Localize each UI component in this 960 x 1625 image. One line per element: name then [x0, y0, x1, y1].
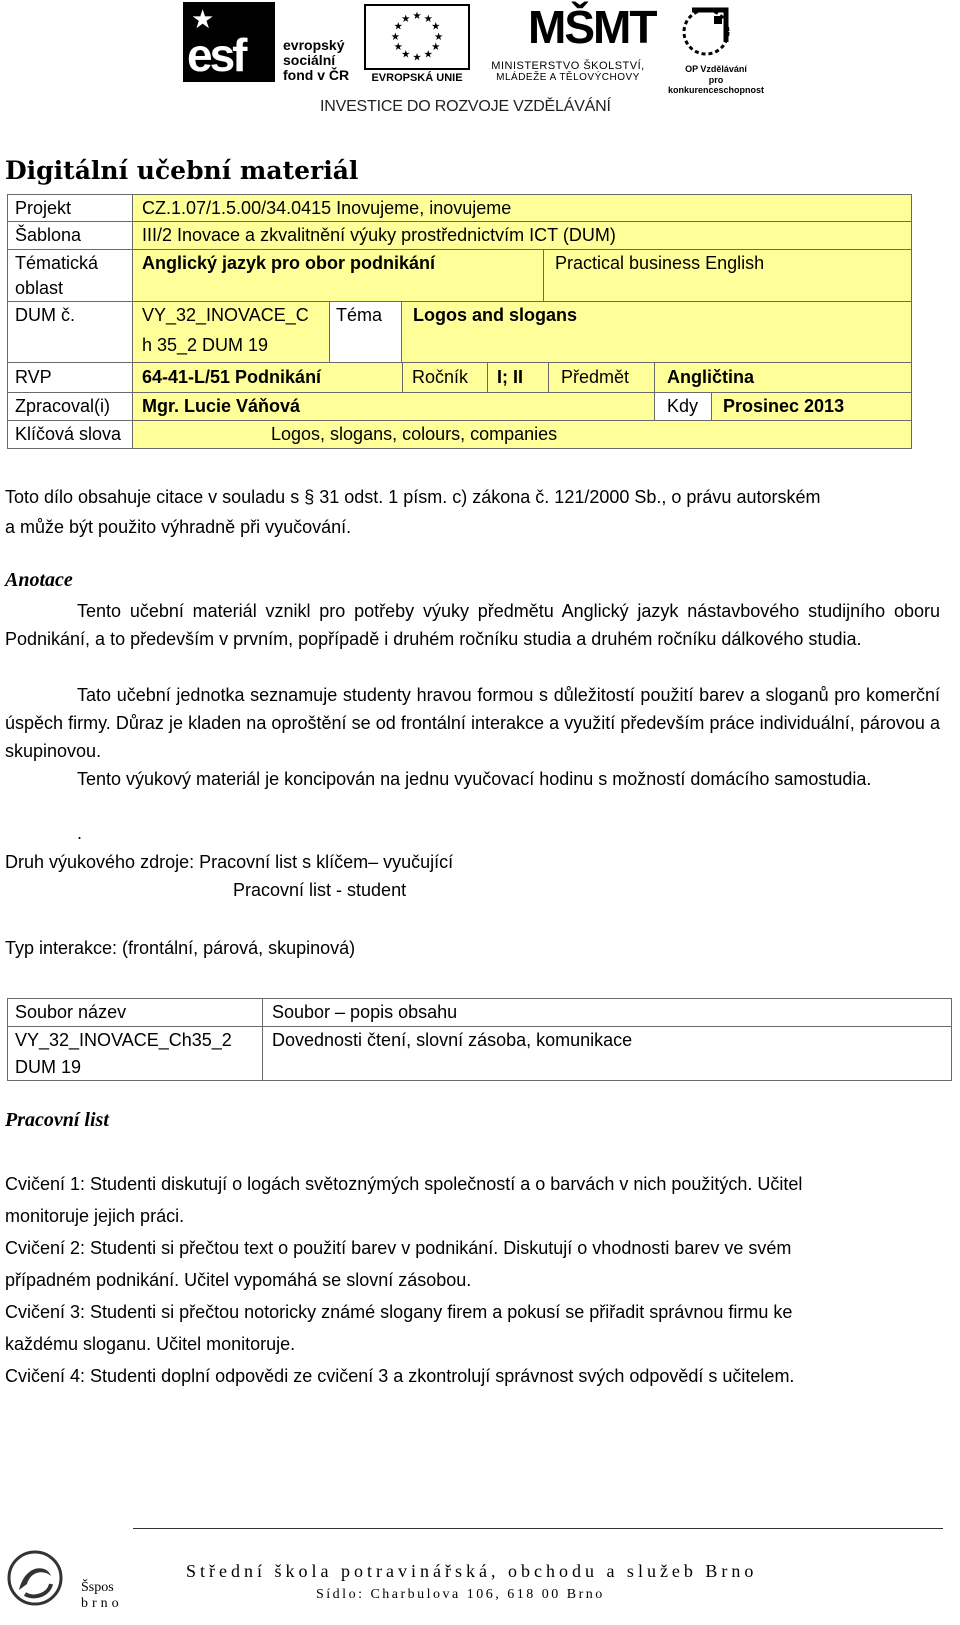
rvp-label-cell — [7, 362, 133, 393]
druh-line-1: Druh výukového zdroje: Pracovní list s klíčem– vyučující — [5, 852, 454, 872]
zpracoval-value: Mgr. Lucie Váňová — [142, 396, 301, 416]
soubor-header-1: Soubor název — [15, 1002, 127, 1022]
rocnik-label-cell — [402, 362, 488, 393]
soubor-table — [7, 998, 952, 1081]
cviceni-1-line-2: monitoruje jejich práci. — [5, 1206, 185, 1226]
sablona-value: III/2 Inovace a zkvalitnění výuky prostřednictvím ICT (DUM) — [142, 225, 616, 245]
soubor-name-2: DUM 19 — [15, 1057, 82, 1077]
anotace-paragraph-3: Tento výukový materiál je koncipován na jednu vyučovací hodinu s možností domácího samostudia. — [77, 769, 872, 789]
document-title: Digitální učební materiál — [5, 156, 359, 185]
cviceni-3-line-1: Cvičení 3: Studenti si přečtou notoricky známé slogany firem a pokusí se přiřadit správnou firmu ke — [5, 1302, 793, 1322]
oblast-label-2: oblast — [15, 278, 64, 298]
svg-text:★: ★ — [412, 10, 422, 23]
svg-text:★: ★ — [423, 48, 433, 61]
citation-line-1: Toto dílo obsahuje citace v souladu s § 31 odst. 1 písm. c) zákona č. 121/2000 Sb., o právu autorském — [5, 487, 821, 507]
predmet-label: Předmět — [561, 367, 630, 387]
dum-value-2: h 35_2 DUM 19 — [142, 335, 269, 355]
svg-text:★: ★ — [390, 30, 401, 43]
svg-text:★: ★ — [401, 48, 411, 61]
anotace-paragraph-2: Tato učební jednotka seznamuje studenty hravou formou s důležitostí použití barev a sloganů pro komerční úspěch firmy. Důraz je kladen na oproštění se od frontální interakce a využití především práce individuální, párovou a skupinovou. — [5, 685, 940, 761]
tema-value: Logos and slogans — [413, 305, 578, 325]
dum-value-cell — [132, 301, 330, 363]
rocnik-value: I; II — [497, 367, 523, 387]
kdy-label-cell — [654, 392, 712, 421]
header-logos — [0, 0, 960, 120]
zpracoval-value-cell — [132, 392, 655, 421]
kdy-value-cell — [711, 392, 912, 421]
svg-text:★: ★ — [433, 30, 444, 43]
msmt-logo-mark: MŠMT — [528, 1, 656, 53]
op-line-2: pro konkurenceschopnost — [667, 75, 765, 95]
klicova-label: Klíčová slova — [15, 424, 122, 444]
school-logo-icon — [5, 1544, 65, 1614]
predmet-value: Angličtina — [667, 367, 755, 387]
dum-value-1: VY_32_INOVACE_C — [142, 305, 309, 325]
school-logo-text-2: brno — [81, 1596, 123, 1611]
investice-tagline: INVESTICE DO ROZVOJE VZDĚLÁVÁNÍ — [320, 98, 611, 115]
klicova-value: Logos, slogans, colours, companies — [271, 424, 558, 444]
soubor-name-1: VY_32_INOVACE_Ch35_2 — [15, 1030, 232, 1050]
sablona-value-cell — [132, 221, 912, 250]
klicova-value-cell — [132, 420, 912, 449]
svg-text:★: ★ — [423, 12, 433, 25]
pracovni-list-heading: Pracovní list — [5, 1109, 109, 1131]
soubor-header-2-cell — [262, 998, 952, 1027]
esf-logo — [183, 2, 275, 82]
tema-value-cell — [401, 301, 912, 363]
soubor-header-1-cell — [7, 998, 263, 1027]
cviceni-3-line-2: každému sloganu. Učitel monitoruje. — [5, 1334, 296, 1354]
dum-label: DUM č. — [15, 305, 75, 325]
oblast-label-1: Tématická — [15, 253, 99, 273]
svg-text:★: ★ — [393, 41, 403, 54]
svg-text:★: ★ — [431, 20, 441, 33]
oblast-extra: Practical business English — [555, 253, 765, 273]
zpracoval-label-cell — [7, 392, 133, 421]
rocnik-value-cell — [487, 362, 549, 393]
kdy-label: Kdy — [667, 396, 699, 416]
cviceni-1-line-1: Cvičení 1: Studenti diskutují o logách světoznýmých společností a o barvách v nich použitých. Učitel — [5, 1174, 803, 1194]
predmet-value-cell — [654, 362, 912, 393]
kdy-value: Prosinec 2013 — [723, 396, 845, 416]
school-logo — [5, 1540, 125, 1620]
anotace-heading: Anotace — [5, 569, 73, 591]
klicova-label-cell — [7, 420, 133, 449]
esf-logo-mark: esf — [187, 29, 245, 81]
soubor-desc-cell — [262, 1026, 952, 1081]
projekt-value: CZ.1.07/1.5.00/34.0415 Inovujeme, inovujeme — [142, 198, 512, 218]
cviceni-2-line-1: Cvičení 2: Studenti si přečtou text o použití barev v podnikání. Diskutují o vhodnosti barev ve svém — [5, 1238, 792, 1258]
svg-text:★: ★ — [412, 51, 422, 64]
oblast-extra-cell — [543, 249, 912, 302]
eu-logo — [364, 4, 470, 84]
projekt-label-cell — [7, 194, 133, 222]
anotace-paragraph-1: Tento učební materiál vznikl pro potřeby výuky předmětu Anglický jazyk nástavbového studijního oboru Podnikání, a to především v prvním, popřípadě i druhém ročníku studia a druhém ročníku dálkového studia. — [5, 601, 940, 649]
op-logo — [660, 2, 772, 95]
rocnik-label: Ročník — [412, 367, 469, 387]
soubor-header-2: Soubor – popis obsahu — [272, 1002, 458, 1022]
esf-logo-text: evropský sociální fond v ČR — [283, 37, 350, 83]
soubor-desc: Dovednosti čtení, slovní zásoba, komunikace — [272, 1030, 633, 1050]
star-icon: ★ — [191, 4, 215, 34]
rvp-value-cell — [132, 362, 403, 393]
tema-label: Téma — [336, 305, 383, 325]
eu-flag-icon — [364, 4, 470, 70]
msmt-line-2: MLÁDEŽE A TĚLOVÝCHOVY — [496, 72, 640, 83]
cviceni-2-line-2: případném podnikání. Učitel vypomáhá se slovní zásobou. — [5, 1270, 472, 1290]
svg-text:★: ★ — [431, 41, 441, 54]
svg-text:★: ★ — [393, 20, 403, 33]
citation-line-2: a může být použito výhradně při vyučování. — [5, 517, 352, 537]
op-logo-icon — [674, 2, 738, 64]
school-logo-text-1: Šspos — [81, 1580, 114, 1595]
anotace-dot: . — [77, 823, 83, 843]
eu-caption: EVROPSKÁ UNIE — [371, 72, 463, 84]
footer-divider — [133, 1528, 943, 1529]
druh-line-2: Pracovní list - student — [233, 880, 407, 900]
projekt-value-cell — [132, 194, 912, 222]
msmt-line-1: MINISTERSTVO ŠKOLSTVÍ, — [491, 60, 645, 72]
oblast-label-cell — [7, 249, 133, 302]
tema-label-cell — [329, 301, 402, 363]
typ-interakce: Typ interakce: (frontální, párová, skupinová) — [5, 938, 356, 958]
projekt-label: Projekt — [15, 198, 72, 218]
zpracoval-label: Zpracoval(i) — [15, 396, 111, 416]
footer-address: Sídlo: Charbulova 106, 618 00 Brno — [316, 1587, 605, 1602]
info-table — [7, 194, 941, 466]
oblast-value: Anglický jazyk pro obor podnikání — [142, 253, 436, 273]
rvp-value: 64-41-L/51 Podnikání — [142, 367, 322, 387]
oblast-value-cell — [132, 249, 544, 302]
soubor-name-cell — [7, 1026, 263, 1081]
op-line-1: OP Vzdělávání — [685, 64, 747, 74]
svg-text:★: ★ — [401, 12, 411, 25]
rvp-label: RVP — [15, 367, 52, 387]
predmet-label-cell — [548, 362, 655, 393]
cviceni-4: Cvičení 4: Studenti doplní odpovědi ze cvičení 3 a zkontrolují správnost svých odpovědí s učitelem. — [5, 1366, 795, 1386]
sablona-label-cell — [7, 221, 133, 250]
dum-label-cell — [7, 301, 133, 363]
sablona-label: Šablona — [15, 225, 82, 245]
footer-school-name: Střední škola potravinářská, obchodu a služeb Brno — [186, 1561, 758, 1581]
msmt-logo — [478, 0, 658, 84]
